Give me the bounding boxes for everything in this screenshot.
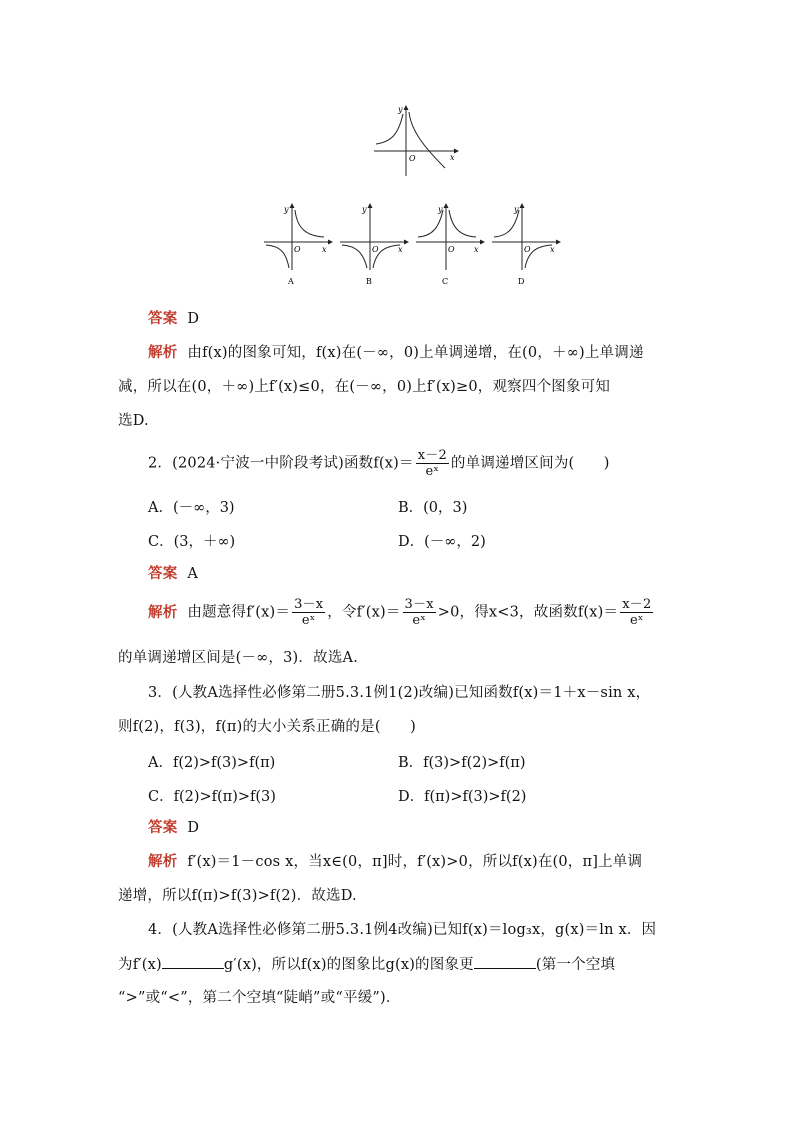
y-arrow — [444, 203, 449, 208]
q1-analysis-line-3: 选D. — [118, 413, 149, 429]
q3-stem-line-1: 3．(人教A选择性必修第二册5.3.1例1(2)改编)已知函数f(x)＝1＋x－sin x， — [148, 685, 651, 701]
q3-option-d: D．f(π)>f(3)>f(2) — [398, 789, 527, 805]
q1-analysis-line-2: 减，所以在(0，＋∞)上f′(x)≤0，在(－∞，0)上f′(x)≥0，观察四个图象可知 — [118, 379, 611, 395]
option-label: B — [366, 277, 372, 286]
fraction-denominator: eˣ — [412, 613, 426, 628]
fraction-numerator: 3－x — [404, 597, 434, 612]
q2-analysis-part-3: >0，得x<3，故函数f(x)＝ — [437, 604, 619, 621]
option-label: A — [288, 277, 294, 286]
y-arrow — [290, 203, 295, 208]
right-branch-curve — [295, 210, 324, 237]
option-label: C — [442, 277, 449, 286]
q2-analysis-fraction-3 — [620, 597, 653, 628]
x-arrow — [480, 240, 485, 245]
fraction-numerator: 3－x — [294, 597, 324, 612]
q3-option-a: A．f(2)>f(3)>f(π) — [148, 755, 276, 771]
y-arrow — [520, 203, 525, 208]
left-branch-curve — [494, 210, 519, 237]
option-graph-b — [338, 200, 414, 292]
q2-stem-b: 的单调递增区间为( ) — [450, 455, 610, 472]
y-arrow — [404, 105, 409, 110]
x-label: x — [322, 245, 327, 254]
origin-label: O — [372, 245, 379, 254]
answer-label: 答案 — [148, 310, 178, 327]
right-branch-curve — [449, 210, 476, 237]
origin-label: O — [409, 154, 416, 163]
q1-answer-line — [148, 309, 199, 329]
q4-stem-part-a: 为f′(x) — [118, 957, 162, 973]
q2-stem-a: 2．(2024·宁波一中阶段考试)函数f(x)＝ — [148, 455, 414, 472]
fraction-denominator: eˣ — [425, 464, 440, 479]
left-branch-curve — [418, 210, 443, 237]
y-label: y — [438, 205, 443, 214]
fraction-denominator: eˣ — [301, 613, 316, 628]
q3-analysis-line-1 — [148, 852, 642, 872]
fraction-denominator: eˣ — [630, 613, 644, 628]
q4-stem-line-2 — [118, 954, 615, 975]
option-graph-a — [262, 200, 338, 292]
x-label: x — [398, 245, 403, 254]
q4-stem-part-b: g′(x)，所以f(x)的图象比g(x)的图象更 — [223, 957, 474, 973]
answer-label: 答案 — [148, 565, 178, 582]
q1-analysis-line-1 — [148, 343, 644, 363]
y-label: y — [514, 205, 519, 214]
q2-analysis-line-2: 的单调递增区间是(－∞，3)．故选A. — [118, 650, 358, 666]
q2-answer-line — [148, 564, 198, 584]
q2-option-d: D．(－∞，2) — [398, 534, 486, 550]
y-label: y — [362, 205, 367, 214]
q1-answer: D — [187, 311, 200, 327]
y-label: y — [284, 205, 289, 214]
q3-answer-line — [148, 818, 199, 838]
origin-label: O — [294, 245, 301, 254]
q3-answer: D — [187, 820, 200, 836]
q3-stem-line-2: 则f(2)，f(3)，f(π)的大小关系正确的是( ) — [118, 719, 416, 735]
fraction-numerator: x－2 — [417, 448, 447, 463]
q2-analysis-fraction-1 — [292, 597, 325, 628]
q2-analysis-fraction-2 — [403, 597, 436, 628]
x-arrow — [454, 149, 459, 154]
q2-analysis-part-1: 由题意得f′(x)＝ — [187, 604, 291, 621]
function-graph-figure — [368, 100, 464, 182]
answer-label: 答案 — [148, 819, 178, 836]
left-branch-curve — [266, 245, 289, 268]
q2-analysis-part-2: ，令f′(x)＝ — [327, 604, 401, 621]
q2-fraction — [416, 448, 449, 479]
q2-option-c: C．(3，＋∞) — [148, 534, 236, 550]
fraction-numerator: x－2 — [622, 597, 652, 612]
y-arrow — [368, 203, 373, 208]
x-arrow — [556, 240, 561, 245]
x-label: x — [550, 245, 555, 254]
q3-analysis-text-1: f′(x)＝1－cos x，当x∈(0，π]时，f′(x)>0，所以f(x)在(0，π]上单调 — [187, 854, 643, 870]
q4-stem-line-3: “>”或“<”，第二个空填“陡峭”或“平缓”)． — [118, 990, 401, 1006]
left-branch-curve — [376, 114, 403, 144]
left-branch-curve — [342, 245, 367, 268]
q2-stem — [148, 448, 610, 479]
analysis-label: 解析 — [148, 344, 178, 361]
q3-analysis-line-2: 递增，所以f(π)>f(3)>f(2)．故选D. — [118, 888, 357, 904]
origin-label: O — [524, 245, 531, 254]
option-graph-c — [414, 200, 490, 292]
q3-option-b: B．f(3)>f(2)>f(π) — [398, 755, 526, 771]
q2-answer: A — [187, 566, 199, 582]
q1-analysis-text-1: 由f(x)的图象可知，f(x)在(－∞，0)上单调递增，在(0，＋∞)上单调递 — [187, 345, 644, 361]
q4-blank-2[interactable] — [474, 954, 536, 969]
x-arrow — [404, 240, 409, 245]
y-label: y — [398, 105, 403, 114]
q2-option-a: A．(－∞，3) — [148, 500, 235, 516]
q2-option-b: B．(0，3) — [398, 500, 468, 516]
analysis-label: 解析 — [148, 603, 178, 621]
option-graph-d — [490, 200, 566, 292]
x-label: x — [450, 153, 455, 162]
analysis-label: 解析 — [148, 853, 178, 870]
q4-stem-part-c: (第一个空填 — [535, 957, 616, 973]
q2-analysis-line-1 — [148, 597, 655, 628]
x-arrow — [328, 240, 333, 245]
origin-label: O — [448, 245, 455, 254]
x-label: x — [474, 245, 479, 254]
q3-option-c: C．f(2)>f(π)>f(3) — [148, 789, 276, 805]
option-label: D — [518, 277, 525, 286]
q4-stem-line-1: 4．(人教A选择性必修第二册5.3.1例4改编)已知f(x)＝log₃x，g(x)＝ln x．因 — [148, 922, 657, 938]
q4-blank-1[interactable] — [162, 954, 224, 969]
